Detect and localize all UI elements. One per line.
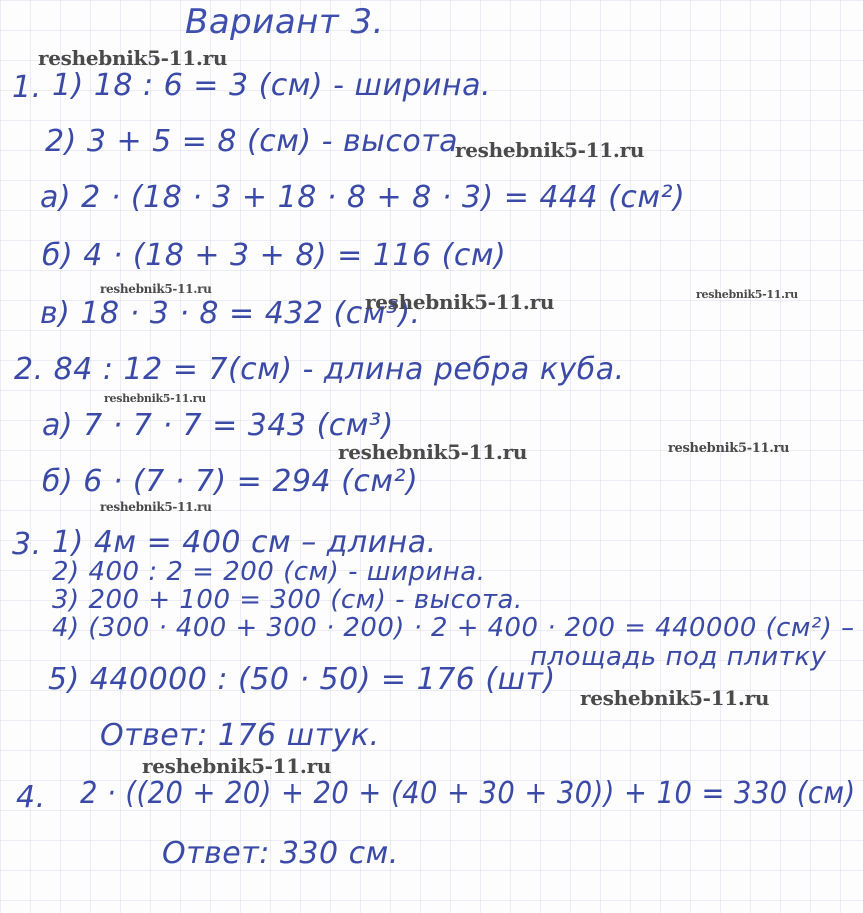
watermark: reshebnik5-11.ru [100,282,212,296]
task1-item-a: а) 2 · (18 · 3 + 18 · 8 + 8 · 3) = 444 (см²) [40,180,686,215]
task1-line1: 1) 18 : 6 = 3 (см) - ширина. [52,68,492,103]
task2-item-b: б) 6 · (7 · 7) = 294 (см²) [42,464,419,499]
task3-line1: 1) 4м = 400 см – длина. [52,525,437,560]
task2-item-a: а) 7 · 7 · 7 = 343 (см³) [42,408,394,443]
watermark: reshebnik5-11.ru [104,392,206,405]
task3-line4-continued: площадь под плитку [530,642,827,672]
task3-line2: 2) 400 : 2 = 200 (см) - ширина. [52,557,486,587]
watermark: reshebnik5-11.ru [455,138,645,162]
watermark: reshebnik5-11.ru [338,440,528,464]
task4-line1: 2 · ((20 + 20) + 20 + (40 + 30 + 30)) + 10 = 330 (см) [80,776,856,811]
task1-item-v: в) 18 · 3 · 8 = 432 (см³). [40,296,421,331]
task4-number: 4. [16,780,46,815]
watermark: reshebnik5-11.ru [100,500,212,514]
task4-answer: Ответ: 330 см. [162,836,399,871]
task1-item-b: б) 4 · (18 + 3 + 8) = 116 (см) [42,238,507,273]
watermark: reshebnik5-11.ru [696,288,798,301]
task3-line3: 3) 200 + 100 = 300 (см) - высота. [52,585,523,615]
task3-answer: Ответ: 176 штук. [100,718,380,753]
watermark: reshebnik5-11.ru [38,46,228,70]
task3-number: 3. [12,527,42,562]
watermark: reshebnik5-11.ru [142,754,332,778]
task1-number: 1. [12,70,42,105]
task2-line1: 2. 84 : 12 = 7(см) - длина ребра куба. [14,352,625,387]
page-title: Вариант 3. [185,2,384,42]
task3-line5: 5) 440000 : (50 · 50) = 176 (шт) [48,662,556,697]
task3-line4: 4) (300 · 400 + 300 · 200) · 2 + 400 · 200 = 440000 (см²) – [52,613,855,643]
watermark: reshebnik5-11.ru [365,290,555,314]
watermark: reshebnik5-11.ru [580,686,770,710]
watermark: reshebnik5-11.ru [668,441,790,456]
task1-line2: 2) 3 + 5 = 8 (см) - высота [45,124,459,159]
